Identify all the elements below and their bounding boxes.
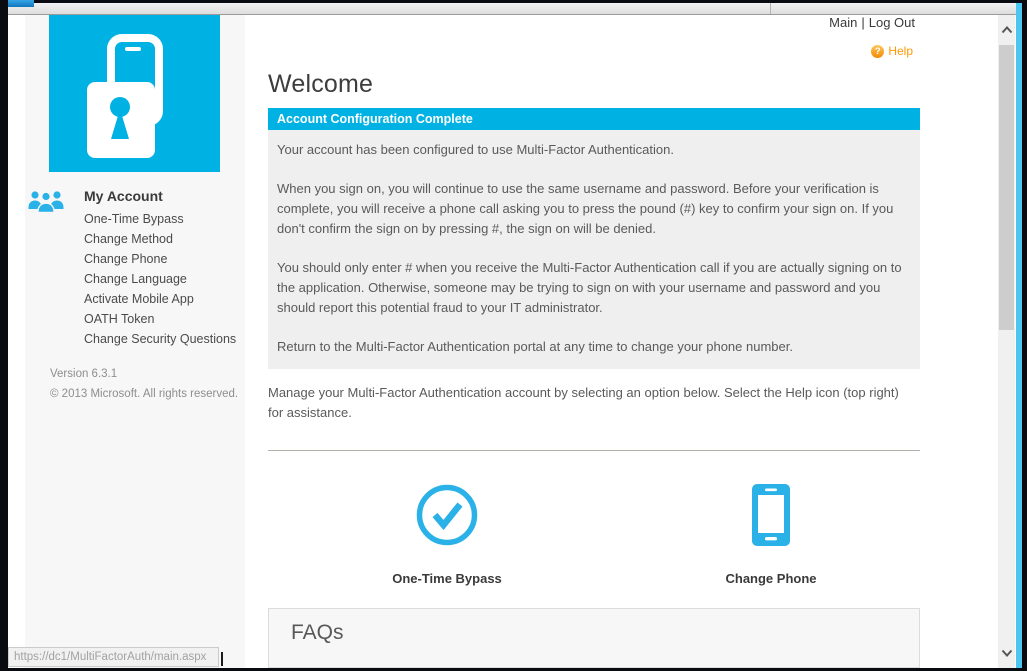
sidebar-item-change-phone[interactable]: Change Phone [84, 252, 168, 266]
info-paragraph: Return to the Multi-Factor Authentication portal at any time to change your phone number. [277, 339, 793, 354]
phone-lock-icon [49, 15, 220, 172]
page-title: Welcome [268, 70, 374, 98]
status-banner: Account Configuration Complete [268, 108, 920, 130]
scroll-down-button[interactable] [998, 643, 1015, 663]
chevron-up-icon [1001, 26, 1013, 34]
top-navigation [829, 15, 915, 30]
sidebar-item-change-method[interactable]: Change Method [84, 232, 173, 246]
nav-separator: | [861, 15, 865, 30]
scroll-up-button[interactable] [998, 20, 1015, 40]
browser-tab-strip [8, 3, 1016, 15]
status-url-tooltip: https://dc1/MultiFactorAuth/main.aspx [8, 647, 219, 667]
faq-title: FAQs [291, 621, 344, 644]
browser-favicon [8, 0, 34, 7]
scrollbar-thumb[interactable] [999, 45, 1014, 330]
cursor-mark [221, 652, 223, 666]
option-change-phone[interactable] [681, 483, 861, 586]
help-label: Help [888, 44, 913, 58]
sidebar-item-change-security-questions[interactable]: Change Security Questions [84, 332, 237, 346]
faq-section [268, 608, 920, 668]
info-paragraph: You should only enter # when you receive the Multi-Factor Authentication call if you are actually signing on to the application. Otherwise, someone may be trying to sign on with your username and password and you should report this potential fraud to your IT administrator. [277, 260, 902, 315]
sidebar-menu [84, 209, 236, 349]
tab-divider [770, 3, 771, 14]
help-icon: ? [871, 45, 884, 58]
version-label: Version 6.3.1 [50, 368, 118, 380]
option-label: Change Phone [725, 571, 817, 586]
smartphone-icon [750, 483, 792, 547]
chevron-down-icon [1001, 649, 1013, 657]
info-paragraph: Your account has been configured to use Multi-Factor Authentication. [277, 142, 674, 157]
window-border-edge [1016, 3, 1022, 668]
section-divider [268, 450, 920, 451]
sidebar-item-oath-token[interactable]: OATH Token [84, 312, 155, 326]
copyright-label: © 2013 Microsoft. All rights reserved. [50, 388, 239, 400]
vertical-scrollbar[interactable] [998, 15, 1015, 668]
main-link[interactable]: Main [829, 15, 858, 30]
check-circle-icon [415, 483, 479, 547]
sidebar-item-activate-mobile-app[interactable]: Activate Mobile App [84, 292, 194, 306]
info-box [268, 130, 920, 369]
option-label: One-Time Bypass [392, 571, 502, 586]
info-paragraph: When you sign on, you will continue to use the same username and password. Before your verification is complete, you will receive a phone call asking you to press the pound (#) key to confirm your sign on. If you don't confirm the sign on by pressing #, the sign on will be denied. [277, 181, 894, 236]
mfa-logo [49, 15, 220, 172]
people-icon [27, 189, 65, 215]
mfa-portal-window [8, 15, 1016, 668]
option-one-time-bypass[interactable] [357, 483, 537, 586]
help-button[interactable] [871, 44, 913, 58]
sidebar-section-my-account[interactable]: My Account [84, 188, 163, 204]
logout-link[interactable]: Log Out [868, 15, 915, 30]
sidebar-item-change-language[interactable]: Change Language [84, 272, 187, 286]
manage-instructions: Manage your Multi-Factor Authentication account by selecting an option below. Select the Help icon (top right) for assistance. [268, 385, 899, 420]
sidebar-item-one-time-bypass[interactable]: One-Time Bypass [84, 212, 184, 226]
